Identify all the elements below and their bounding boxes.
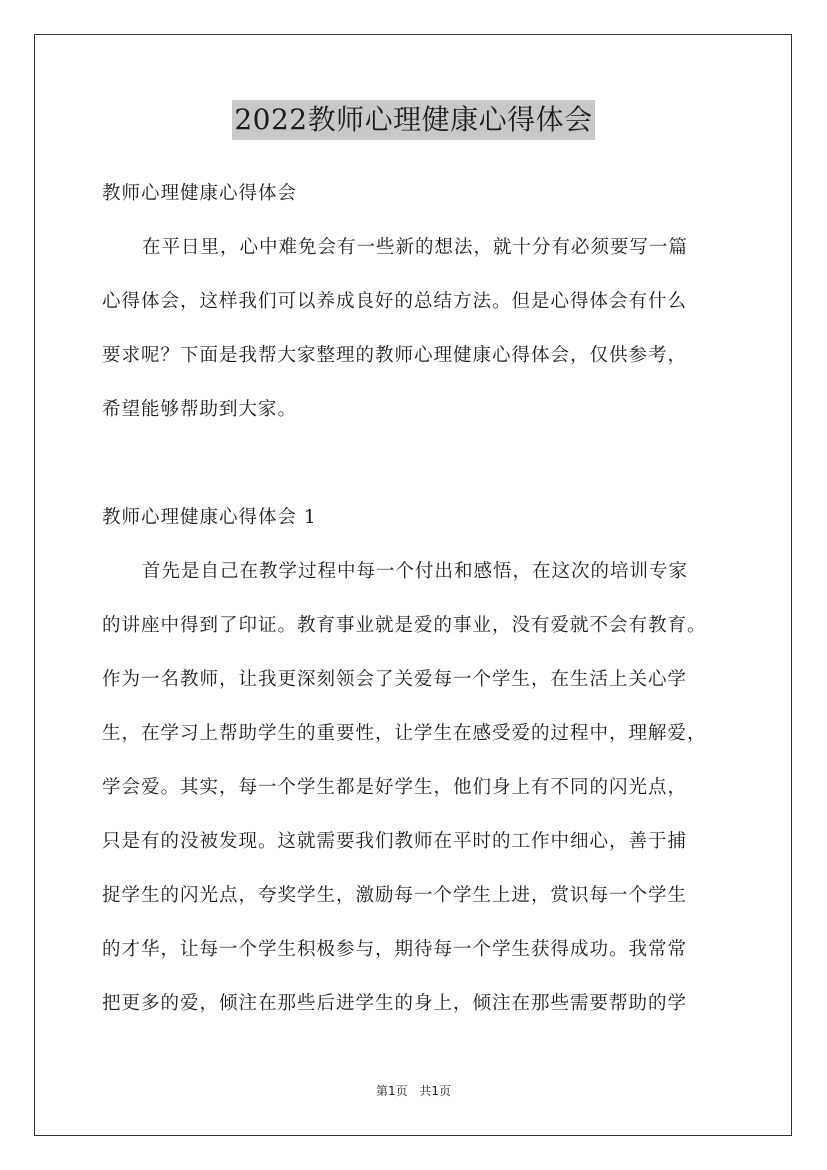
paragraph-line: 在平日里，心中难免会有一些新的想法，就十分有必须要写一篇: [142, 237, 689, 258]
paragraph-line: 首先是自己在教学过程中每一个付出和感悟，在这次的培训专家: [142, 561, 689, 582]
page-footer: [0, 1082, 827, 1099]
paragraph-line: 心得体会，这样我们可以养成良好的总结方法。但是心得体会有什么: [102, 291, 688, 312]
paragraph-line: 只是有的没被发现。这就需要我们教师在平时的工作中细心，善于捕: [102, 831, 688, 852]
paragraph-line: 捉学生的闪光点，夸奖学生，激励每一个学生上进，赏识每一个学生: [102, 885, 688, 906]
paragraph-line: 生，在学习上帮助学生的重要性，让学生在感受爱的过程中，理解爱，: [102, 723, 707, 744]
section-heading: 教师心理健康心得体会: [102, 183, 298, 204]
document-body: [102, 167, 734, 1031]
paragraph-line: 学会爱。其实，每一个学生都是好学生，他们身上有不同的闪光点，: [102, 777, 688, 798]
paragraph-line: 的才华，让每一个学生积极参与，期待每一个学生获得成功。我常常: [102, 939, 688, 960]
section-heading: 教师心理健康心得体会 1: [102, 507, 317, 528]
paragraph-line: 希望能够帮助到大家。: [102, 399, 298, 420]
paragraph-line: 把更多的爱，倾注在那些后进学生的身上，倾注在那些需要帮助的学: [102, 993, 688, 1014]
title-container: [0, 100, 827, 140]
page-number: 第1页: [375, 1084, 408, 1098]
blank-line: [102, 437, 734, 491]
document-title: 2022教师心理健康心得体会: [232, 100, 594, 140]
paragraph-line: 要求呢？下面是我帮大家整理的教师心理健康心得体会，仅供参考，: [102, 345, 688, 366]
paragraph-line: 的讲座中得到了印证。教育事业就是爱的事业，没有爱就不会有教育。: [102, 615, 707, 636]
paragraph-line: 作为一名教师，让我更深刻领会了关爱每一个学生，在生活上关心学: [102, 669, 688, 690]
page-total: 共1页: [419, 1084, 452, 1098]
